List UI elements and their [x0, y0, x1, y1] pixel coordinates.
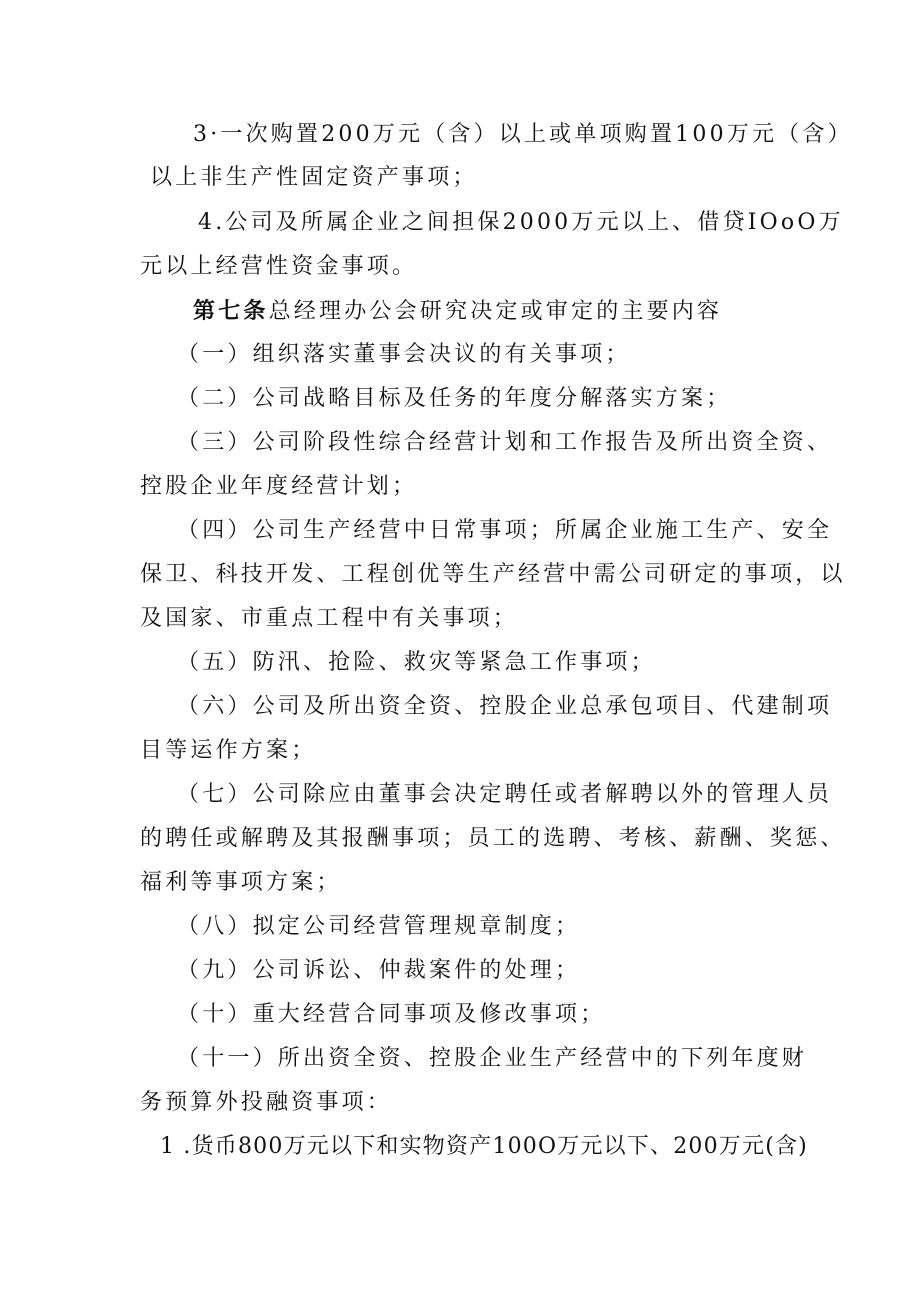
paragraph-line: 目等运作方案； — [140, 738, 317, 763]
paragraph-line: 4.公司及所属企业之间担保2000万元以上、借贷IOoO万 — [198, 210, 844, 235]
list-item: （二）公司战略目标及任务的年度分解落实方案； — [177, 386, 732, 411]
list-item: （十）重大经营合同事项及修改事项； — [177, 1002, 606, 1027]
list-item: （三）公司阶段性综合经营计划和工作报告及所出资全资、 — [177, 430, 833, 455]
article-number: 第七条 — [193, 298, 269, 324]
paragraph-line: 1 .货币800万元以下和实物资产100O万元以下、200万元(含) — [160, 1134, 808, 1159]
paragraph-line: 控股企业年度经营计划； — [140, 474, 418, 499]
list-item: （八）拟定公司经营管理规章制度； — [177, 914, 581, 939]
paragraph-line: 3·一次购置200万元（含）以上或单项购置100万元（含） — [193, 122, 853, 147]
article-heading — [193, 296, 722, 327]
paragraph-line: 以上非生产性固定资产事项； — [150, 165, 478, 190]
list-item: （一）组织落实董事会决议的有关事项； — [177, 342, 631, 367]
list-item: （七）公司除应由董事会决定聘任或者解聘以外的管理人员 — [177, 782, 833, 807]
paragraph-line: 务预算外投融资事项： — [140, 1090, 393, 1115]
paragraph-line: 的聘任或解聘及其报酬事项；员工的选聘、考核、薪酬、奖惩、 — [140, 826, 846, 851]
list-item: （五）防汛、抢险、救灾等紧急工作事项； — [177, 650, 656, 675]
list-item: （六）公司及所出资全资、控股企业总承包项目、代建制项 — [177, 694, 833, 719]
list-item: （四）公司生产经营中日常事项；所属企业施工生产、安全 — [177, 518, 833, 543]
paragraph-line: 保卫、科技开发、工程创优等生产经营中需公司研定的事项，以 — [140, 562, 846, 587]
paragraph-line: 及国家、市重点工程中有关事项； — [140, 606, 519, 631]
list-item: （九）公司诉讼、仲裁案件的处理； — [177, 958, 581, 983]
list-item: （十一）所出资全资、控股企业生产经营中的下列年度财 — [177, 1046, 808, 1071]
paragraph-line: 福利等事项方案； — [140, 870, 342, 895]
article-title: 总经理办公会研究决定或审定的主要内容 — [268, 299, 723, 324]
paragraph-line: 元以上经营性资金事项。 — [140, 254, 418, 279]
